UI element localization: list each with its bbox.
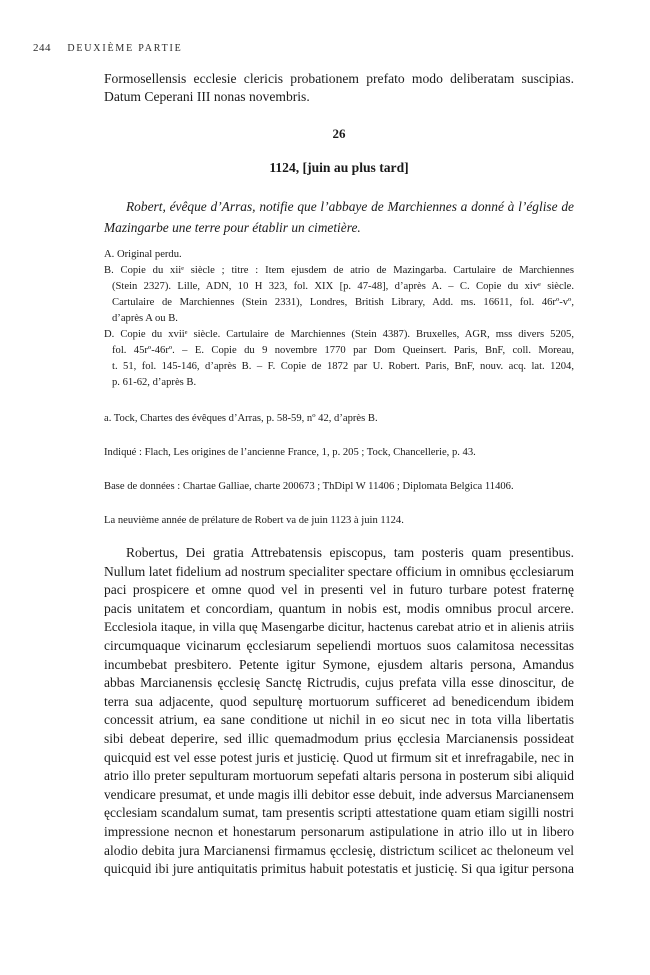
regest-line: Mazingarbe une terre pour établir un cimetière. <box>104 220 361 235</box>
text-line: abbas Marcianensis ęcclesię Sanctę Rictrudis, cujus prefata villa esse dinoscitur, de <box>104 675 574 691</box>
regest <box>104 196 574 238</box>
text-line: paci prospicere et omne quod vel in presenti vel in futuro turbare potest fraternę <box>104 582 574 598</box>
witness-line: p. 61-62, d’après B. <box>112 377 197 388</box>
witness-d <box>104 327 574 391</box>
witness-line: Cartulaire de Marchiennes (Stein 2331), Londres, British Library, Add. ms. 16611, fol. 46rº-vº, <box>112 297 574 308</box>
edition-note: a. Tock, Chartes des évêques d’Arras, p. 58-59, nº 42, d’après B. <box>104 413 378 424</box>
text-line: alodio debita jura Marcianensi firmamus ęcclesię, districtum scilicet ac theloneum vel <box>104 842 574 858</box>
regest-line: Robert, évêque d’Arras, notifie que l’abbaye de Marchiennes a donné à l’église de <box>126 199 574 214</box>
charter-date: 1124, [juin au plus tard] <box>269 160 409 175</box>
witness-line: t. 51, fol. 145-146, d’après B. – F. Copie de 1872 par U. Robert. Paris, BnF, nouv. acq. lat. 1204, <box>112 361 574 372</box>
indicated-note: Indiqué : Flach, Les origines de l’ancienne France, 1, p. 205 ; Tock, Chancellerie, p. 43. <box>104 447 476 458</box>
part-title: DEUXIÈME PARTIE <box>67 43 183 54</box>
witness-line: (Stein 2327). Lille, ADN, 10 H 323, fol. XIX [p. 47-48], d’après A. – C. Copie du xivᵉ siècle. <box>112 281 574 292</box>
opening-paragraph <box>104 70 574 106</box>
charter-number: 26 <box>332 126 346 141</box>
text-line: Nullum latet fidelium ad nostrum specialiter spectare officium in omnibus ęcclesiarum <box>104 563 574 579</box>
witness-line: D. Copie du xviiᵉ siècle. Cartulaire de Marchiennes (Stein 4387). Bruxelles, AGR, mss divers 5205, <box>104 329 574 340</box>
opening-line: Datum Ceperani III nonas novembris. <box>104 89 310 104</box>
charter-text <box>104 544 574 879</box>
witness-b <box>104 263 574 327</box>
text-line: Robertus, Dei gratia Attrebatensis episcopus, tam posteris quam presentibus. <box>126 545 574 560</box>
text-line: circumquaque vicinarum ęcclesiarum sepeliendi mortuos suos calamitosa necessitas <box>104 637 574 653</box>
text-line: atrio illo preter sepulturam mortuorum sepefati altaris persona in posterum sibi aliquid <box>104 768 574 784</box>
running-head <box>33 42 183 54</box>
manuscript-tradition <box>104 247 574 391</box>
text-line: sibi debeat deperire, sed illic quemadmodum prius ęcclesia Marcianensis possideat <box>104 730 574 746</box>
text-line: quicquid est vel esse potest juris et justicię. Quod ut firmum sit et inrefragabile, nec in <box>104 749 574 765</box>
text-line: terra sua adjacente, quod sepulturę mortuorum sufficeret ad benedicendum ibidem <box>104 693 574 709</box>
text-line: incumbebat presbitero. Petente igitur Symone, ejusdem altaris persona, Amandus <box>104 656 574 672</box>
opening-line: Formosellensis ecclesie clericis probationem prefato modo deliberatam suscipias. <box>104 71 574 86</box>
text-line: ęcclesiam scandalum sumat, tam presentis scripti attestatione quam etiam sigilli nostri <box>104 805 574 821</box>
witness-a <box>104 247 574 263</box>
dating-note: La neuvième année de prélature de Robert va de juin 1123 à juin 1124. <box>104 515 404 526</box>
text-line: concessit atrium, ea sane conditione ut nichil in eo sicut nec in tota villa libertatis <box>104 712 574 728</box>
text-line: vendicare presumat, et unde magis illi debitor esse debuit, inde adversus Marcianensem <box>104 786 574 802</box>
database-note: Base de données : Chartae Galliae, charte 200673 ; ThDipl W 11406 ; Diplomata Belgica 11406. <box>104 481 514 492</box>
witness-line: d’après A ou B. <box>112 313 178 324</box>
witness-line: B. Copie du xiiᵉ siècle ; titre : Item ejusdem de atrio de Mazingarba. Cartulaire de Marchiennes <box>104 265 574 276</box>
text-line: pacis unitatem et concordiam, quantum in nobis est, modis omnibus procul arcere. <box>104 600 574 616</box>
text-line: impressione necnon et honestarum personarum astipulatione in atrio illo ut in libero <box>104 823 574 839</box>
text-line: quicquid ibi jure antiquitatis primitus habuit potestatis et justicię. Si qua igitur persona <box>104 861 574 877</box>
page-number: 244 <box>33 42 51 54</box>
witness-line: fol. 45rº-46rº. – E. Copie du 9 novembre 1770 par Dom Queinsert. Paris, BnF, coll. Moreau, <box>112 345 574 356</box>
text-line: Ecclesiola itaque, in villa quę Masengarbe dicitur, hactenus carebat atrio et in alienis atriis <box>104 619 574 635</box>
witness-line: A. Original perdu. <box>104 249 182 260</box>
